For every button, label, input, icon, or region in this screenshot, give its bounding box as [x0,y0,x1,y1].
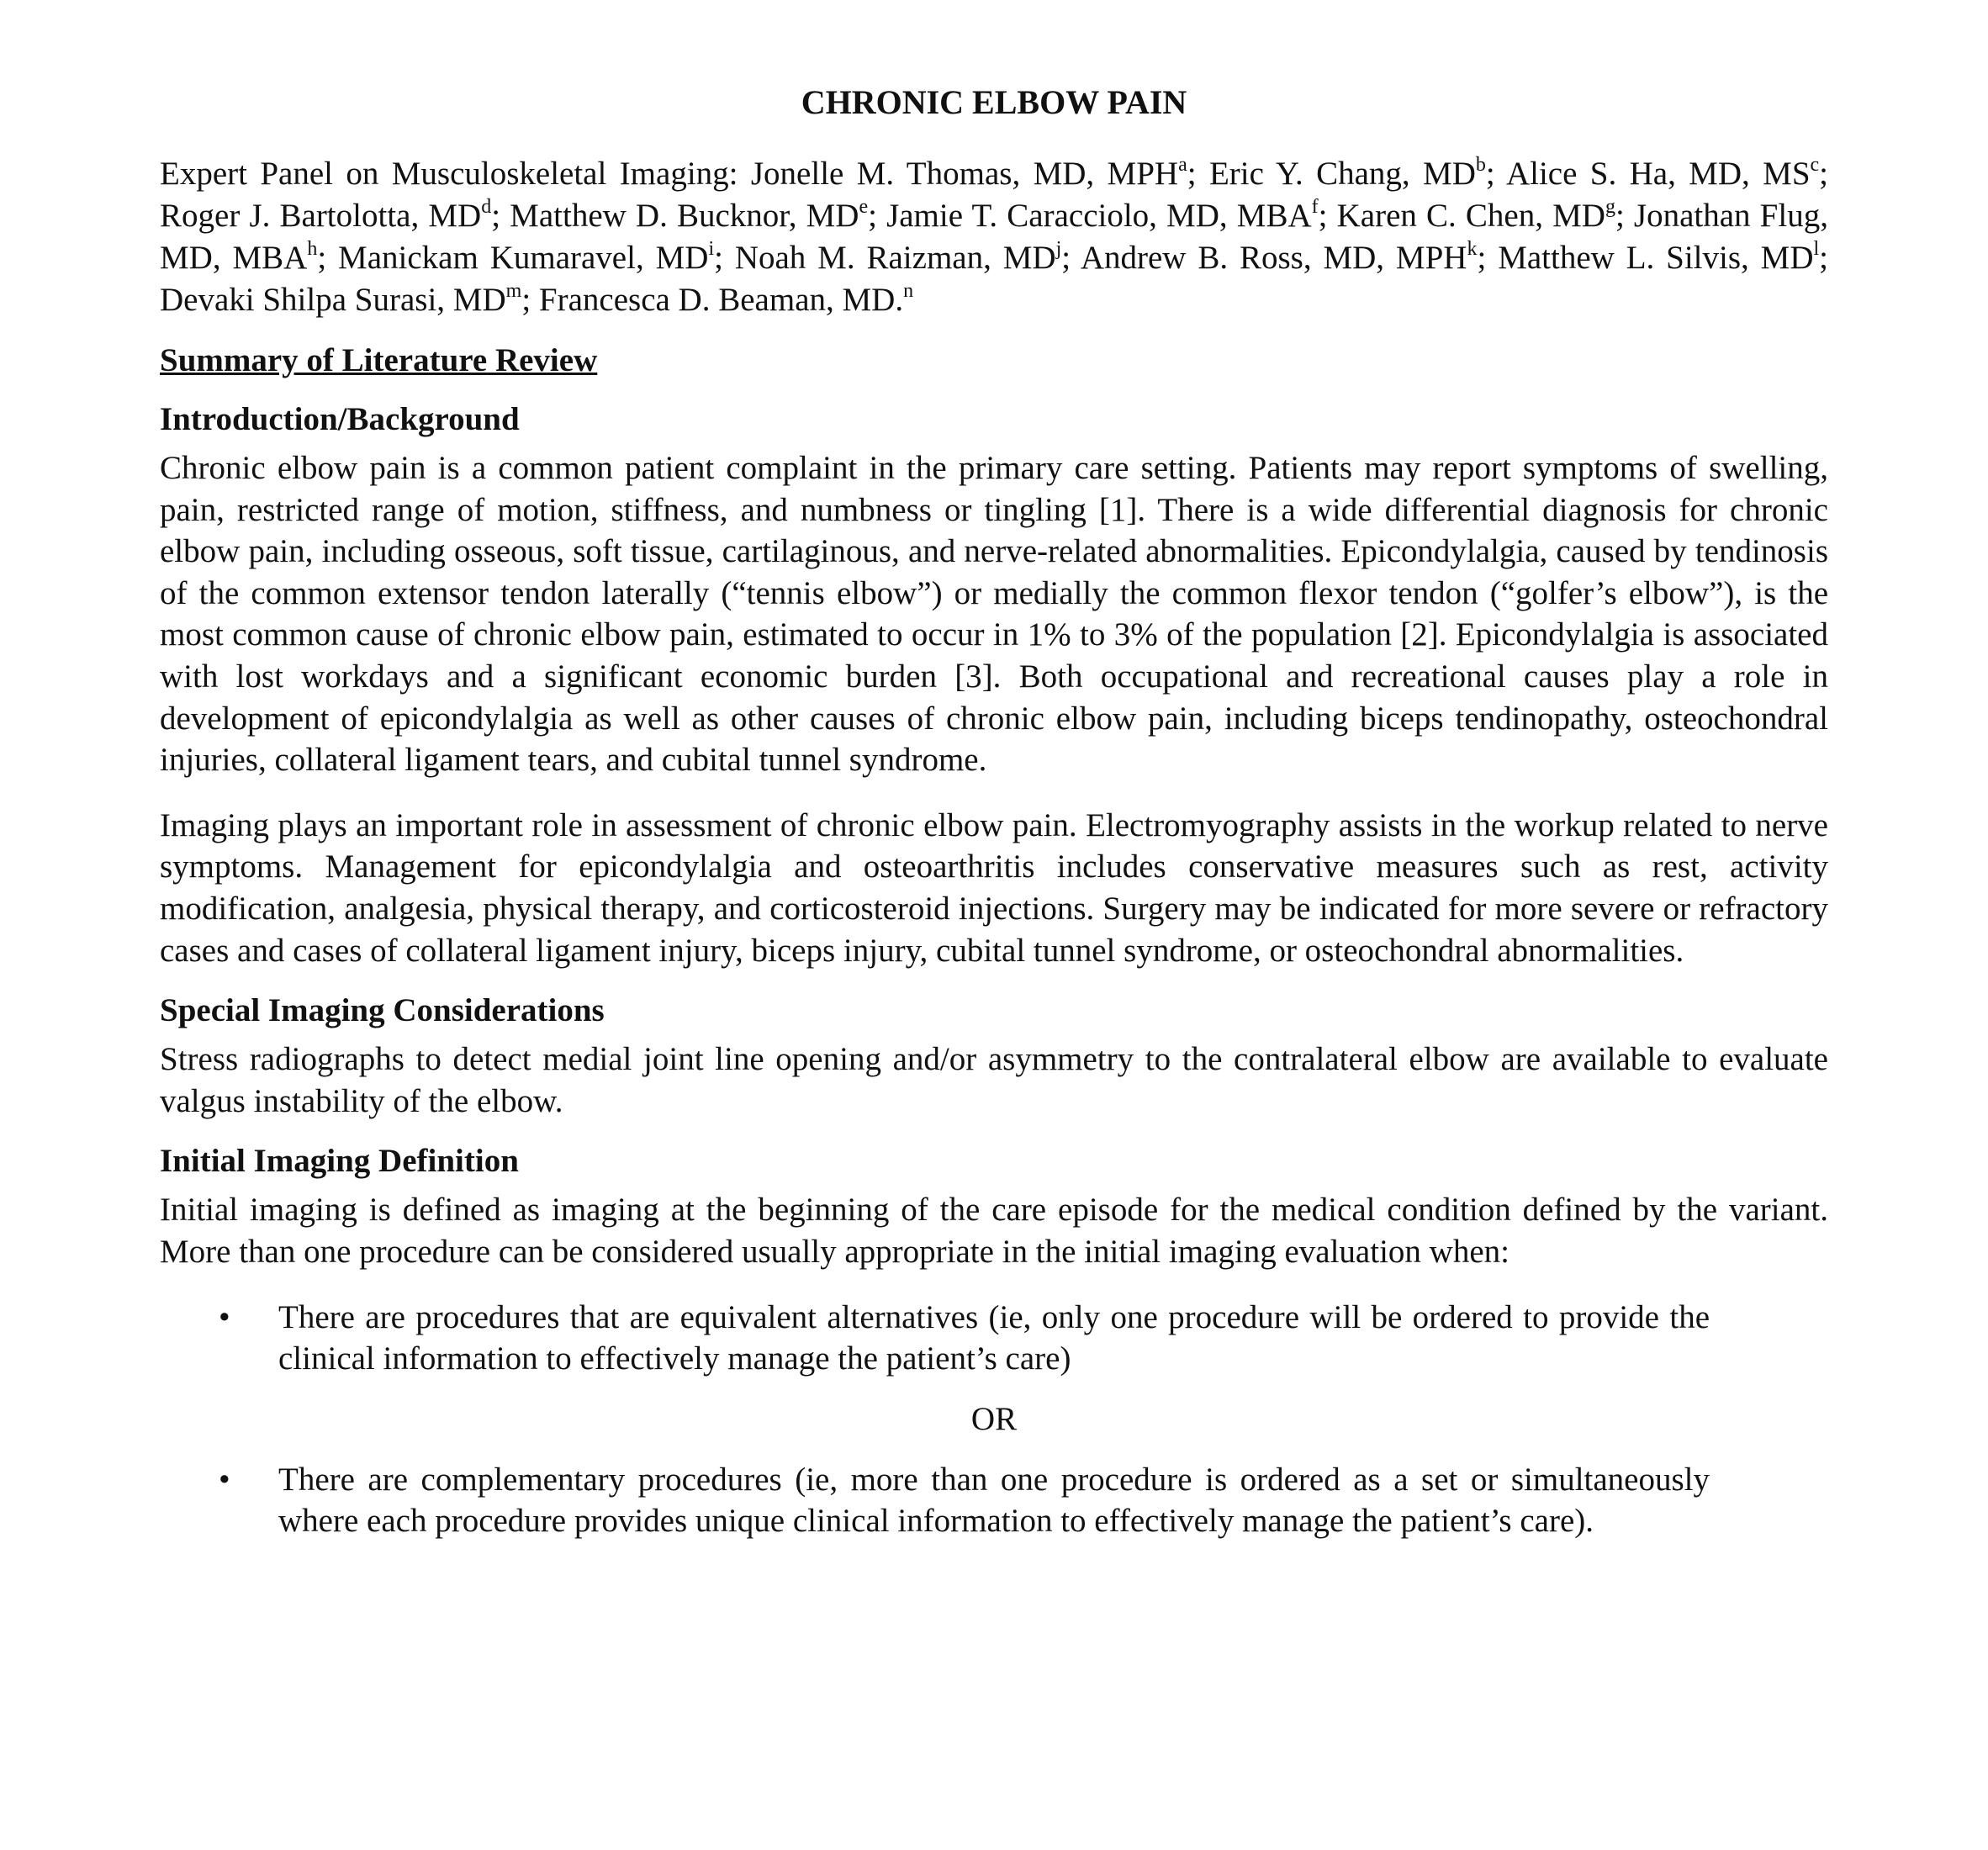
author-entry: Jonathan Flug, MD, MBA$^h$; [160,198,1828,276]
affiliation-marker: k [1467,238,1478,260]
intro-paragraph-2: Imaging plays an important role in assessment of chronic elbow pain. Electromyography assists in the workup related to nerve symptoms. Management for epicondylalgia and osteoarthritis includes conservative measures such as rest, activity modification, analgesia, physical therapy, and corticosteroid injections. Surgery may be indicated for more severe or refractory cases and cases of collateral ligament injury, biceps injury, cubital tunnel syndrome, or osteochondral abnormalities. [160,806,1828,969]
bullet-icon: • [219,1461,230,1498]
author-entry: Noah M. Raizman, $MD^j$; [734,238,1081,276]
or-separator: OR [970,1400,1018,1437]
intro-heading: Introduction/Background [160,401,520,437]
author-entry: Expert Panel on Musculoskeletal Imaging: Jonelle M. Thomas, MD, MPH$^a$; [160,154,1209,192]
affiliation-marker: l [1813,238,1820,260]
document-title: CHRONIC ELBOW PAIN [801,83,1187,121]
author-entry: Andrew B. Ross, MD, MPH$^k$; [1080,238,1499,276]
initial-imaging-paragraph: Initial imaging is defined as imaging at the beginning of the care episode for the medical condition defined by the variant. More than one procedure can be considered usually appropriate in the initial imaging evaluation when: [160,1192,1828,1270]
author-entry: Devaki Shilpa Surasi, $MD^m$; [160,280,539,318]
affiliation-marker: b [1475,154,1486,176]
affiliation-marker: e [859,196,869,218]
author-entry: Manickam Kumaravel, $MD^i$; [338,238,735,276]
criteria-list [160,1459,1828,1542]
bullet-icon: • [219,1298,230,1335]
author-entry: Roger J. Bartolotta, $MD^d$; [160,196,510,234]
criteria-list [160,1297,1828,1380]
list-item-text: There are procedures that are equivalent alternatives (ie, only one procedure will be ordered to provide the clinical information to effectively manage the patient’s care) [278,1298,1710,1377]
affiliation-marker: a [1178,154,1187,176]
affiliation-marker: f [1311,196,1319,218]
affiliation-marker: n [903,280,914,302]
special-considerations-paragraph: Stress radiographs to detect medial joint line opening and/or asymmetry to the contralateral elbow are available to evaluate valgus instability of the elbow. [160,1041,1828,1119]
initial-imaging-heading: Initial Imaging Definition [160,1143,519,1180]
special-considerations-heading: Special Imaging Considerations [160,992,605,1029]
document-page [160,81,1828,1542]
author-entry: Matthew L. Silvis, $MD^l$; [1498,238,1829,276]
list-item [160,1297,1710,1380]
intro-paragraph-1: Chronic elbow pain is a common patient complaint in the primary care setting. Patients may report symptoms of swelling, pain, restricted range of motion, stiffness, and numbness or tingling [1]. There is a wide differential diagnosis for chronic elbow pain, including osseous, soft tissue, cartilaginous, and nerve-related abnormalities. Epicondylalgia, caused by tendinosis of the common extensor tendon laterally (“tennis elbow”) or medially the common flexor tendon (“golfer’s elbow”), is the most common cause of chronic elbow pain, estimated to occur in 1% to 3% of the population [2]. Epicondylalgia is associated with lost workdays and a significant economic burden [3]. Both occupational and recreational causes play a role in development of epicondylalgia as well as other causes of chronic elbow pain, including biceps tendinopathy, osteochondral injuries, collateral ligament tears, and cubital tunnel syndrome. [160,450,1828,779]
affiliation-marker: h [307,238,318,260]
author-entry: Matthew D. Bucknor, MDe; [510,196,887,234]
author-entry: Eric Y. Chang, $MD^b$; [1208,154,1506,192]
author-entry: Karen C. Chen, $MD^g$; [1336,196,1634,234]
affiliation-marker: d [481,196,492,218]
list-item-text: There are complementary procedures (ie, more than one procedure is ordered as a set or simultaneously where each procedure provides unique clinical information to effectively manage the patient’s care). [278,1461,1710,1540]
author-list [160,153,1828,321]
affiliation-marker: i [708,238,715,260]
affiliation-marker: m [505,280,522,302]
affiliation-marker: c [1810,154,1820,176]
summary-heading: Summary of Literature Review [160,342,598,378]
affiliation-marker: j [1055,238,1062,260]
list-item [160,1459,1710,1542]
author-entry: Alice S. Ha, MD, $MS^c$; [1505,154,1829,192]
author-entry: Francesca D. Beaman, MD.$^n$ [538,280,914,318]
affiliation-marker: g [1605,196,1615,218]
author-entry: Jamie T. Caracciolo, MD, MBA$^f$; [886,196,1337,234]
